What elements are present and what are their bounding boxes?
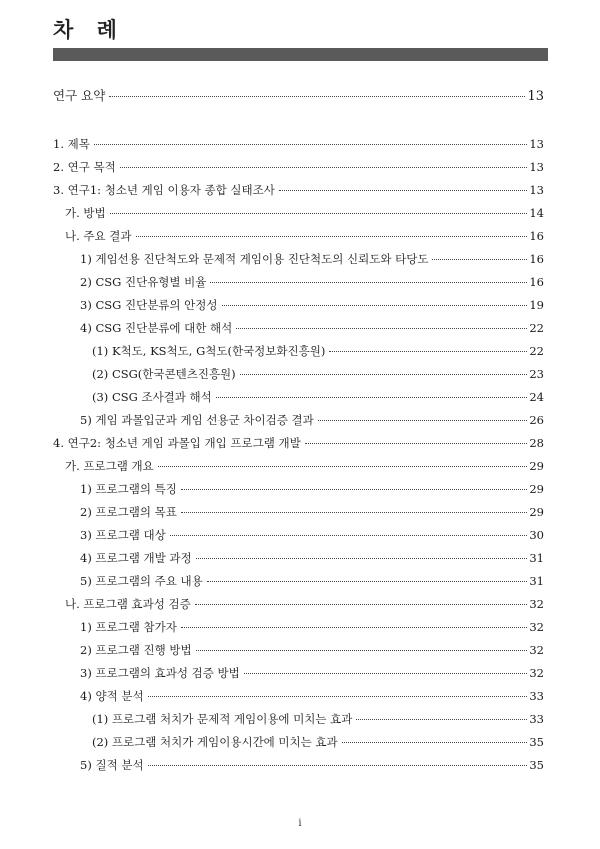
toc-entry[interactable]: [80, 298, 544, 312]
toc-entry-label: 1) 프로그램의 특징: [80, 482, 177, 496]
toc-leader-dots: [207, 571, 528, 582]
toc-entry[interactable]: [65, 229, 544, 243]
toc-entry[interactable]: [53, 137, 544, 151]
toc-entry-label: 4) CSG 진단분류에 대한 해석: [80, 321, 233, 335]
toc-entry-label: 3) CSG 진단분류의 안정성: [80, 298, 218, 312]
toc-entry-page: 13: [529, 160, 544, 174]
toc-leader-dots: [432, 249, 527, 260]
page-title: 차 례: [53, 18, 125, 42]
toc-leader-dots: [158, 456, 528, 467]
toc-entry-page: 13: [529, 183, 544, 197]
toc-entry[interactable]: [65, 597, 544, 611]
toc-entry-label: 나. 프로그램 효과성 검증: [65, 597, 191, 611]
toc-entry[interactable]: [80, 643, 544, 657]
toc-entry-page: 24: [529, 390, 544, 404]
toc-entry[interactable]: [80, 413, 544, 427]
toc-entry[interactable]: [92, 367, 544, 381]
toc-entry-page: 32: [529, 597, 544, 611]
toc-entry-label: (2) 프로그램 처치가 게임이용시간에 미치는 효과: [92, 735, 338, 749]
toc-entry[interactable]: [80, 551, 544, 565]
toc-entry-label: 1) 프로그램 참가자: [80, 620, 177, 634]
toc-entry-label: (3) CSG 조사결과 해석: [92, 390, 212, 404]
toc-entry-label: (2) CSG(한국콘텐츠진흥원): [92, 367, 236, 381]
toc-entry-label: 가. 프로그램 개요: [65, 459, 154, 473]
toc-entry-label: (1) K척도, KS척도, G척도(한국정보화진흥원): [92, 344, 326, 358]
toc-entry[interactable]: [53, 436, 544, 450]
toc-leader-dots: [148, 755, 528, 766]
toc-entry-label: (1) 프로그램 처치가 문제적 게임이용에 미치는 효과: [92, 712, 353, 726]
toc-entry-page: 29: [529, 459, 544, 473]
toc-entry-label: 연구 요약: [53, 88, 106, 103]
toc-entry[interactable]: [80, 321, 544, 335]
toc-entry-page: 35: [529, 735, 544, 749]
toc-entry-label: 3. 연구1: 청소년 게임 이용자 종합 실태조사: [53, 183, 275, 197]
toc-leader-dots: [318, 410, 528, 421]
toc-leader-dots: [244, 663, 528, 674]
toc-entry-page: 13: [527, 89, 544, 104]
toc-leader-dots: [240, 364, 528, 375]
toc-entry-page: 16: [529, 275, 544, 289]
toc-leader-dots: [236, 318, 527, 329]
toc-entry-page: 14: [529, 206, 544, 220]
toc-entry-page: 33: [529, 712, 544, 726]
toc-entry[interactable]: [92, 344, 544, 358]
page-number: i: [298, 818, 302, 829]
toc-entry-page: 28: [529, 436, 544, 450]
toc-entry[interactable]: [80, 758, 544, 772]
toc-entry-page: 31: [529, 551, 544, 565]
toc-entry-label: 3) 프로그램의 효과성 검증 방법: [80, 666, 240, 680]
toc-leader-dots: [181, 479, 527, 490]
toc-entry[interactable]: [65, 206, 544, 220]
toc-entry-page: 31: [529, 574, 544, 588]
toc-entry-label: 2) 프로그램 진행 방법: [80, 643, 192, 657]
toc-leader-dots: [196, 640, 528, 651]
toc-leader-dots: [136, 226, 528, 237]
toc-entry[interactable]: [92, 712, 544, 726]
toc-entry[interactable]: [53, 183, 544, 197]
toc-leader-dots: [210, 272, 527, 283]
toc-entry-label: 2) 프로그램의 목표: [80, 505, 177, 519]
toc-entry-page: 26: [529, 413, 544, 427]
toc-leader-dots: [170, 525, 528, 536]
toc-entry-label: 1) 게임선용 진단척도와 문제적 게임이용 진단척도의 신뢰도와 타당도: [80, 252, 429, 266]
toc-leader-dots: [222, 295, 528, 306]
toc-leader-dots: [120, 157, 528, 168]
toc-leader-dots: [342, 732, 528, 743]
toc-leader-dots: [196, 548, 528, 559]
toc-leader-dots: [216, 387, 528, 398]
toc-summary-row[interactable]: [53, 89, 544, 104]
toc-entry[interactable]: [80, 275, 544, 289]
toc-entry-page: 32: [529, 620, 544, 634]
title-divider-bar: [53, 48, 548, 61]
toc-leader-dots: [181, 502, 527, 513]
toc-entry[interactable]: [92, 390, 544, 404]
toc-leader-dots: [148, 686, 528, 697]
toc-entry[interactable]: [80, 620, 544, 634]
toc-entry-page: 23: [529, 367, 544, 381]
toc-entry[interactable]: [65, 459, 544, 473]
toc-entry-label: 1. 제목: [53, 137, 90, 151]
toc-entry-label: 4) 프로그램 개발 과정: [80, 551, 192, 565]
toc-entry-label: 5) 질적 분석: [80, 758, 144, 772]
toc-entry-page: 29: [529, 482, 544, 496]
toc-leader-dots: [305, 433, 528, 444]
toc-entry[interactable]: [80, 574, 544, 588]
toc-entry-page: 32: [529, 643, 544, 657]
toc-leader-dots: [356, 709, 527, 720]
toc-entry-page: 35: [529, 758, 544, 772]
toc-leader-dots: [109, 86, 525, 97]
toc-entry-page: 30: [529, 528, 544, 542]
toc-entry-page: 29: [529, 505, 544, 519]
toc-leader-dots: [195, 594, 528, 605]
toc-entry[interactable]: [80, 482, 544, 496]
toc-leader-dots: [181, 617, 527, 628]
toc-entry-label: 가. 방법: [65, 206, 106, 220]
toc-entry[interactable]: [53, 160, 544, 174]
toc-entry[interactable]: [92, 735, 544, 749]
toc-entry-label: 4. 연구2: 청소년 게임 과몰입 개입 프로그램 개발: [53, 436, 301, 450]
toc-entry[interactable]: [80, 689, 544, 703]
toc-entry-page: 19: [529, 298, 544, 312]
toc-entry-label: 4) 양적 분석: [80, 689, 144, 703]
toc-entry-page: 33: [529, 689, 544, 703]
toc-entry-label: 5) 프로그램의 주요 내용: [80, 574, 203, 588]
toc-leader-dots: [329, 341, 527, 352]
toc-entry[interactable]: [80, 505, 544, 519]
toc-entry-label: 2. 연구 목적: [53, 160, 116, 174]
toc-entry-page: 16: [529, 252, 544, 266]
toc-entry[interactable]: [80, 528, 544, 542]
toc-entry[interactable]: [80, 252, 544, 266]
toc-leader-dots: [110, 203, 528, 214]
toc-leader-dots: [94, 134, 528, 145]
toc-entry-label: 5) 게임 과몰입군과 게임 선용군 차이검증 결과: [80, 413, 314, 427]
toc-entry-page: 22: [529, 344, 544, 358]
toc-entry-label: 2) CSG 진단유형별 비율: [80, 275, 207, 289]
toc-entry-label: 나. 주요 결과: [65, 229, 132, 243]
toc-entry-page: 16: [529, 229, 544, 243]
toc-entry-page: 32: [529, 666, 544, 680]
toc-entry-label: 3) 프로그램 대상: [80, 528, 166, 542]
toc-entry[interactable]: [80, 666, 544, 680]
toc-entry-page: 13: [529, 137, 544, 151]
toc-entry-page: 22: [529, 321, 544, 335]
toc-leader-dots: [279, 180, 528, 191]
